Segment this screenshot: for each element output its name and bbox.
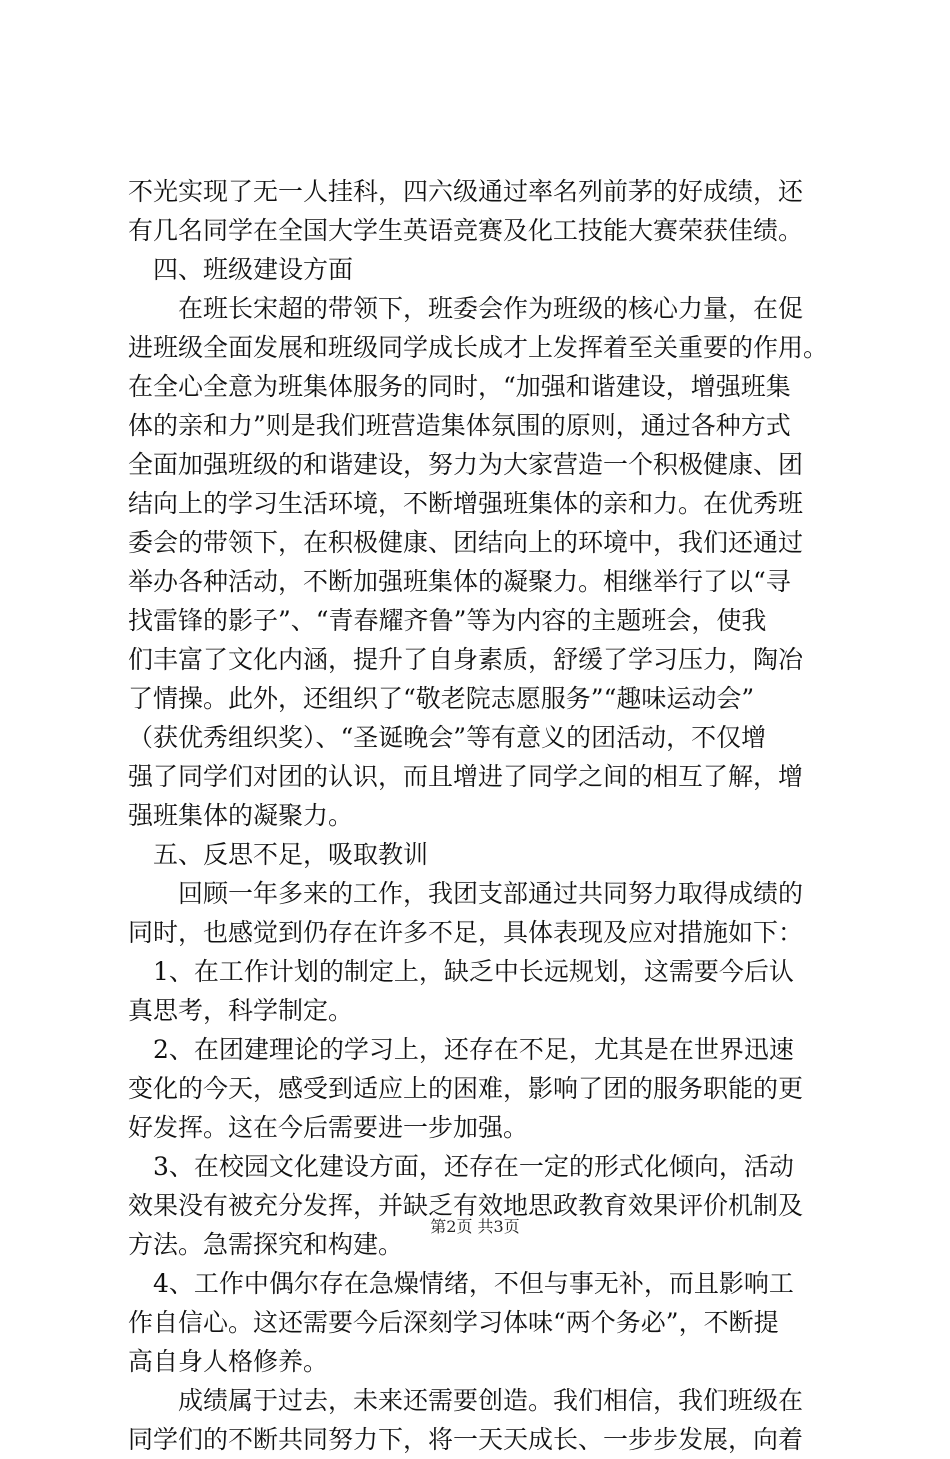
text-line: 结向上的学习生活环境，不断增强班集体的亲和力。在优秀班 bbox=[128, 489, 804, 518]
list-item-line: 效果没有被充分发挥，并缺乏有效地思政教育效果评价机制及 bbox=[128, 1191, 804, 1220]
list-item-line: 变化的今天，感受到适应上的困难，影响了团的服务职能的更 bbox=[128, 1074, 804, 1103]
document-body bbox=[128, 172, 848, 1459]
text-line: 强了同学们对团的认识，而且增进了同学之间的相互了解，增 bbox=[128, 762, 804, 791]
text-line: 在班长宋超的带领下，班委会作为班级的核心力量，在促 bbox=[128, 294, 804, 323]
list-item-line: 作自信心。这还需要今后深刻学习体味“两个务必”，不断提 bbox=[128, 1308, 779, 1337]
text-line: 同时，也感觉到仍存在许多不足，具体表现及应对措施如下： bbox=[128, 918, 804, 947]
text-line: 在全心全意为班集体服务的同时，“加强和谐建设，增强班集 bbox=[128, 372, 791, 401]
text-line: 同学们的不断共同努力下，将一天天成长、一步步发展，向着 bbox=[128, 1425, 804, 1454]
text-line: 委会的带领下，在积极健康、团结向上的环境中，我们还通过 bbox=[128, 528, 804, 557]
text-line: 举办各种活动，不断加强班集体的凝聚力。相继举行了以“寻 bbox=[128, 567, 791, 596]
section-heading: 四、班级建设方面 bbox=[128, 255, 354, 284]
list-item-line: 真思考，科学制定。 bbox=[128, 996, 354, 1025]
text-line: 们丰富了文化内涵，提升了自身素质，舒缓了学习压力，陶冶 bbox=[128, 645, 804, 674]
text-line: 体的亲和力”则是我们班营造集体氛围的原则，通过各种方式 bbox=[128, 411, 791, 440]
section-heading: 五、反思不足，吸取教训 bbox=[128, 840, 429, 869]
list-item-line: 方法。急需探究和构建。 bbox=[128, 1230, 404, 1259]
list-item-line: 3、在校园文化建设方面，还存在一定的形式化倾向，活动 bbox=[128, 1152, 794, 1181]
text-line: 找雷锋的影子”、“青春耀齐鲁”等为内容的主题班会，使我 bbox=[128, 606, 767, 635]
text-line: 了情操。此外，还组织了“敬老院志愿服务”“趣味运动会” bbox=[128, 684, 755, 713]
text-line: 全面加强班级的和谐建设，努力为大家营造一个积极健康、团 bbox=[128, 450, 804, 479]
text-line: 回顾一年多来的工作，我团支部通过共同努力取得成绩的 bbox=[128, 879, 804, 908]
list-item-line: 4、工作中偶尔存在急燥情绪，不但与事无补，而且影响工 bbox=[128, 1269, 794, 1298]
list-item-line: 1、在工作计划的制定上，缺乏中长远规划，这需要今后认 bbox=[128, 957, 794, 986]
list-item-line: 好发挥。这在今后需要进一步加强。 bbox=[128, 1113, 529, 1142]
text-line: 有几名同学在全国大学生英语竞赛及化工技能大赛荣获佳绩。 bbox=[128, 216, 804, 245]
text-line: 强班集体的凝聚力。 bbox=[128, 801, 354, 830]
list-item-line: 2、在团建理论的学习上，还存在不足，尤其是在世界迅速 bbox=[128, 1035, 794, 1064]
text-line: 不光实现了无一人挂科，四六级通过率名列前茅的好成绩，还 bbox=[128, 177, 804, 206]
text-line: （获优秀组织奖）、“圣诞晚会”等有意义的团活动，不仅增 bbox=[128, 723, 767, 752]
list-item-line: 高自身人格修养。 bbox=[128, 1347, 329, 1376]
text-line: 进班级全面发展和班级同学成长成才上发挥着至关重要的作用。 bbox=[128, 333, 829, 362]
page-number-footer: 第2页 共3页 bbox=[430, 1217, 520, 1236]
text-line: 成绩属于过去，未来还需要创造。我们相信，我们班级在 bbox=[128, 1386, 804, 1415]
